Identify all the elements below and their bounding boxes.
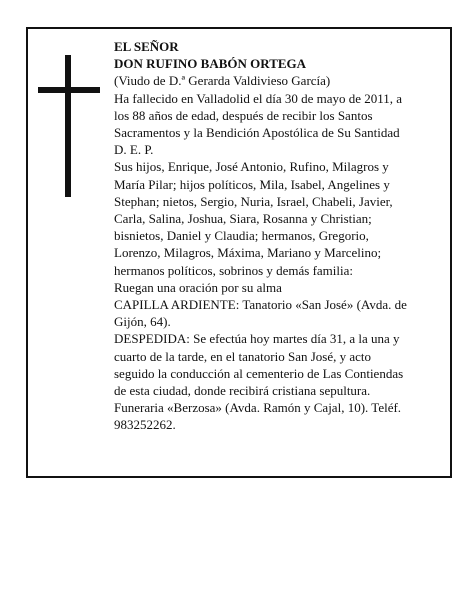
prayer-request: Ruegan una oración por su alma bbox=[114, 279, 282, 295]
family-line: Lorenzo, Milagros, Máxima, Mariano y Marcelino; bbox=[114, 245, 382, 261]
latin-cross-icon bbox=[38, 55, 100, 197]
family-line: hermanos políticos, sobrinos y demás familia: bbox=[114, 262, 354, 278]
deceased-name: DON RUFINO BABÓN ORTEGA bbox=[114, 56, 307, 72]
farewell-info-line: de esta ciudad, donde recibirá cristiana sepultura. bbox=[114, 383, 371, 399]
farewell-info-line: DESPEDIDA: Se efectúa hoy martes día 31, a la una y bbox=[114, 331, 400, 347]
cross-vertical-bar bbox=[65, 55, 71, 197]
widow-note: (Viudo de D.ª Gerarda Valdivieso García) bbox=[114, 73, 331, 89]
chapel-info-line: CAPILLA ARDIENTE: Tanatorio «San José» (Avda. de bbox=[114, 297, 407, 313]
farewell-info-line: seguido la conducción al cementerio de Las Contiendas bbox=[114, 365, 404, 381]
chapel-info-line: Gijón, 64). bbox=[114, 314, 171, 330]
death-announcement-line: Ha fallecido en Valladolid el día 30 de mayo de 2011, a bbox=[114, 90, 403, 106]
funeral-home-line: Funeraria «Berzosa» (Avda. Ramón y Cajal, 10). Teléf. bbox=[114, 400, 402, 416]
cross-horizontal-bar bbox=[38, 87, 100, 93]
death-announcement-line: Sacramentos y la Bendición Apostólica de Su Santidad bbox=[114, 125, 400, 141]
funeral-home-line: 983252262. bbox=[114, 417, 176, 433]
deceased-title: EL SEÑOR bbox=[114, 39, 179, 54]
family-line: María Pilar; hijos políticos, Mila, Isabel, Angelines y bbox=[114, 176, 390, 192]
rip-line: D. E. P. bbox=[114, 142, 154, 158]
family-line: bisnietos, Daniel y Claudia; hermanos, Gregorio, bbox=[114, 228, 369, 244]
obituary-text bbox=[114, 38, 440, 434]
family-line: Sus hijos, Enrique, José Antonio, Rufino, Milagros y bbox=[114, 159, 389, 175]
family-line: Carla, Salina, Joshua, Siara, Rosanna y Christian; bbox=[114, 211, 372, 227]
family-line: Stephan; nietos, Sergio, Nuria, Israel, Chabeli, Javier, bbox=[114, 193, 393, 209]
death-announcement-line: los 88 años de edad, después de recibir los Santos bbox=[114, 107, 373, 123]
farewell-info-line: cuarto de la tarde, en el tanatorio San José, y acto bbox=[114, 348, 372, 364]
